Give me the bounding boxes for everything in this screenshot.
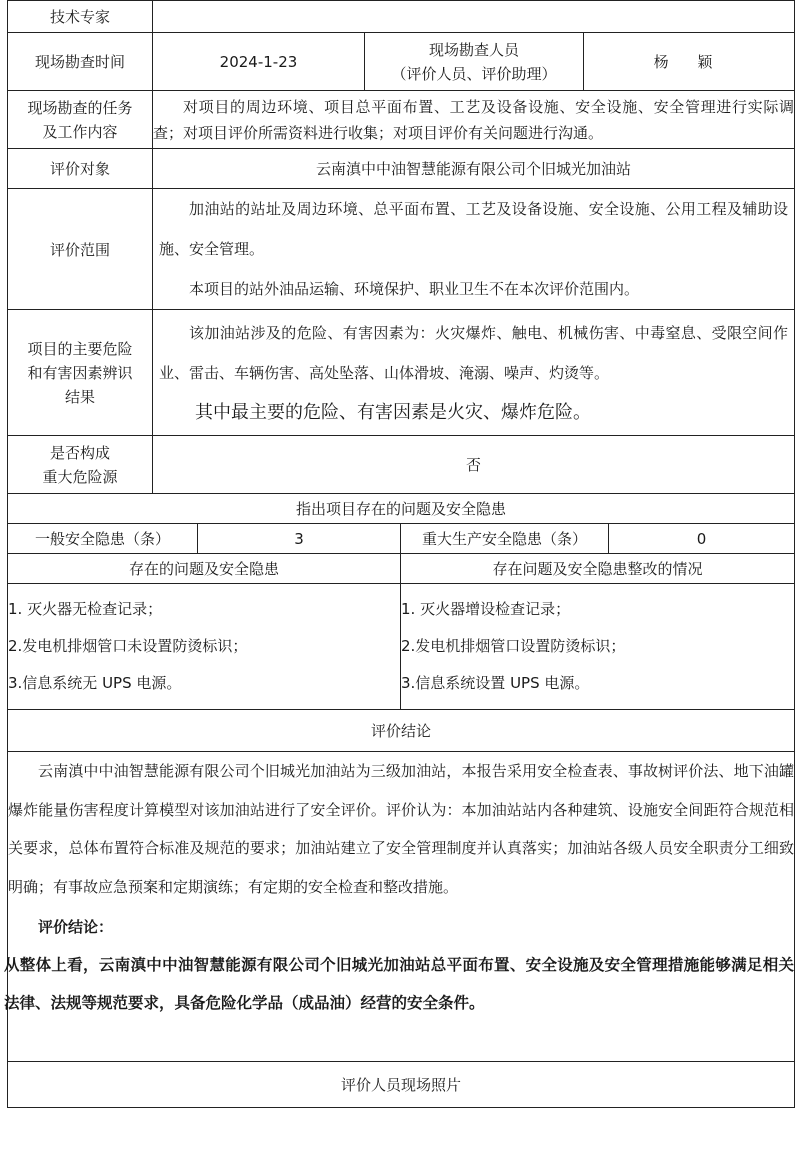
major-hazard-label	[8, 436, 153, 494]
expert-value	[153, 1, 795, 33]
conclusion-title: 评价结论	[8, 710, 795, 752]
list-item: 1. 灭火器无检查记录；	[8, 600, 163, 618]
list-item: 3.信息系统设置 UPS 电源。	[401, 674, 590, 692]
hazards-text	[153, 310, 795, 436]
scope-text	[153, 189, 795, 310]
major-hazard-value: 否	[153, 436, 795, 494]
conclusion-heading: 评价结论：	[38, 918, 114, 936]
hazards-paragraph-1: 该加油站涉及的危险、有害因素为：火灾爆炸、触电、机械伤害、中毒窒息、受限空间作业、雷击、车辆伤害、高处坠落、山体滑坡、淹溺、噪声、灼烫等。	[159, 323, 789, 382]
survey-staff-label	[365, 33, 584, 91]
issues-right-list	[401, 584, 795, 710]
hazards-label-line2: 和有害因素辨识	[27, 363, 133, 382]
list-item: 2.发电机排烟管口设置防烫标识；	[401, 637, 626, 655]
list-item: 2.发电机排烟管口未设置防烫标识；	[8, 637, 248, 655]
general-hazard-label: 一般安全隐患（条）	[8, 524, 198, 554]
conclusion-paragraph: 云南滇中中油智慧能源有限公司个旧城光加油站为三级加油站，本报告采用安全检查表、事故树评价法、地下油罐爆炸能量伤害程度计算模型对该加油站进行了安全评价。评价认为：本加油站站内各种建筑、设施安全间距符合规范相关要求，总体布置符合标准及规范的要求；加油站建立了安全管理制度并认真落实；加油站各级人员安全职责分工细致明确；有事故应急预案和定期演练；有定期的安全检查和整改措施。	[8, 762, 795, 896]
issues-left-list	[8, 584, 401, 710]
scope-paragraph-2: 本项目的站外油品运输、环境保护、职业卫生不在本次评价范围内。	[189, 280, 640, 298]
tasks-text: 对项目的周边环境、项目总平面布置、工艺及设备设施、安全设施、安全管理进行实际调查；对项目评价所需资料进行收集；对项目评价有关问题进行沟通。	[153, 91, 795, 149]
expert-label: 技术专家	[8, 1, 153, 33]
photos-title: 评价人员现场照片	[8, 1062, 795, 1108]
survey-staff-label-line1: 现场勘查人员	[428, 40, 519, 59]
tasks-label-line1: 现场勘查的任务	[27, 98, 133, 117]
hazards-paragraph-2: 其中最主要的危险、有害因素是火灾、爆炸危险。	[195, 401, 591, 423]
issues-title: 指出项目存在的问题及安全隐患	[8, 494, 795, 524]
major-hazard-label-line1: 是否构成	[49, 443, 110, 462]
issues-left-header: 存在的问题及安全隐患	[8, 554, 401, 584]
tasks-label-line2: 及工作内容	[42, 122, 118, 141]
hazards-label-line1: 项目的主要危险	[27, 339, 133, 358]
survey-staff-value: 杨 颖	[584, 33, 795, 91]
conclusion-statement: 从整体上看，云南滇中中油智慧能源有限公司个旧城光加油站总平面布置、安全设施及安全管理措施能够满足相关法律、法规等规范要求，具备危险化学品（成品油）经营的安全条件。	[4, 956, 795, 1012]
major-hazard-label-line2: 重大危险源	[42, 467, 118, 486]
issues-right-header: 存在问题及安全隐患整改的情况	[401, 554, 795, 584]
survey-staff-label-line2: （评价人员、评价助理）	[391, 64, 557, 83]
hazards-label	[8, 310, 153, 436]
object-value: 云南滇中中油智慧能源有限公司个旧城光加油站	[153, 149, 795, 189]
tasks-label	[8, 91, 153, 149]
list-item: 3.信息系统无 UPS 电源。	[8, 674, 182, 692]
major-hazard-count: 0	[609, 524, 795, 554]
list-item: 1. 灭火器增设检查记录；	[401, 600, 571, 618]
scope-paragraph-1: 加油站的站址及周边环境、总平面布置、工艺及设备设施、安全设施、公用工程及辅助设施、安全管理。	[159, 200, 789, 258]
evaluation-table	[4, 0, 795, 1108]
scope-label: 评价范围	[8, 189, 153, 310]
conclusion-body	[4, 752, 795, 1062]
major-hazard-count-label: 重大生产安全隐患（条）	[401, 524, 609, 554]
survey-time-value: 2024-1-23	[153, 33, 365, 91]
object-label: 评价对象	[8, 149, 153, 189]
survey-time-label: 现场勘查时间	[8, 33, 153, 91]
general-hazard-count: 3	[198, 524, 401, 554]
hazards-label-line3: 结果	[64, 387, 95, 406]
